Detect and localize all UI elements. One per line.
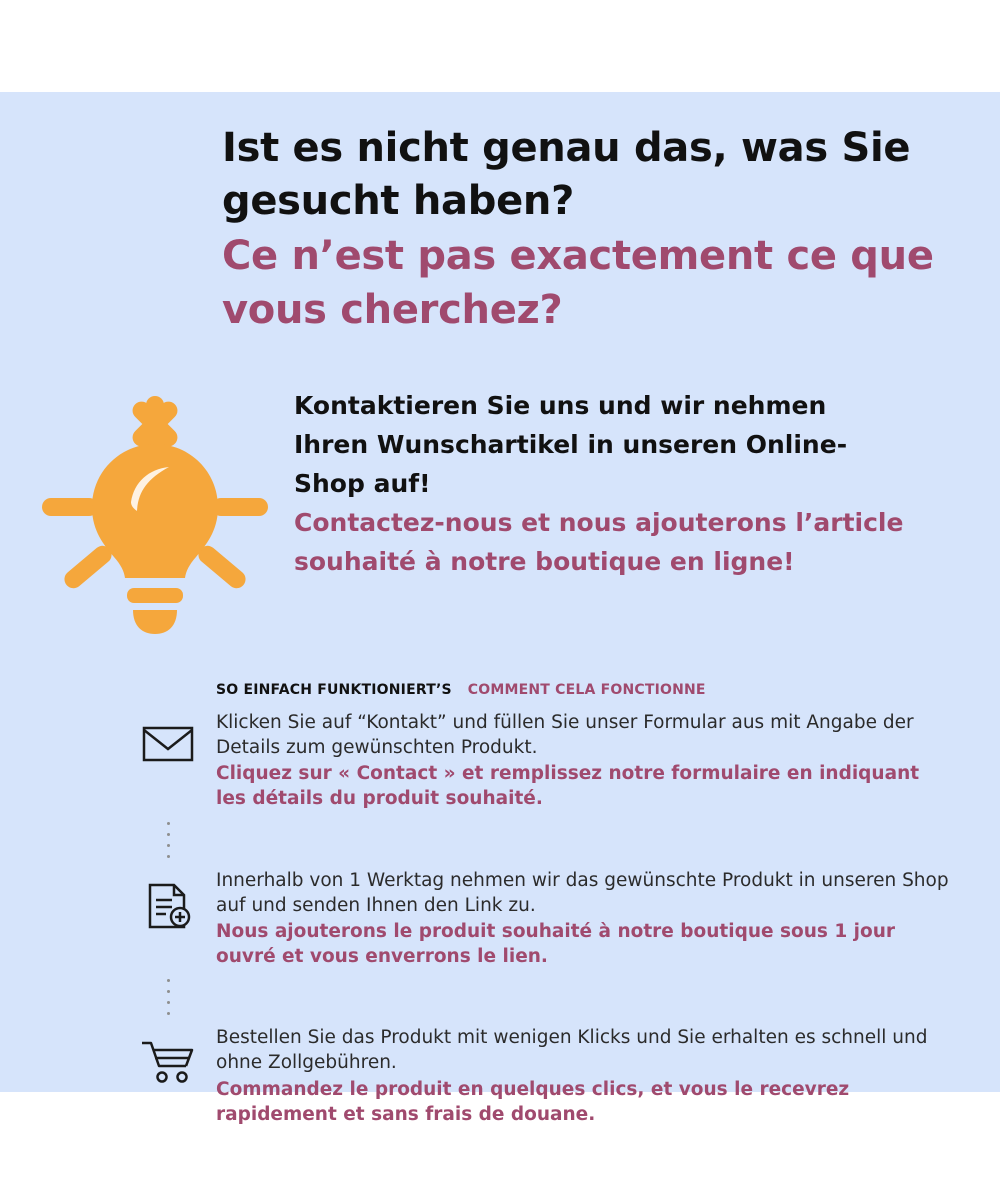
step-german: Bestellen Sie das Produkt mit wenigen Klicks und Sie erhalten es schnell und ohne Zollgebühren.	[216, 1027, 928, 1074]
step-french: Cliquez sur « Contact » et remplissez notre formulaire en indiquant les détails du produit souhaité.	[216, 763, 920, 810]
step-german: Klicken Sie auf “Kontakt” und füllen Sie unser Formular aus mit Angabe der Details zum gewünschten Produkt.	[216, 712, 914, 759]
intro-block	[294, 387, 904, 582]
intro-german: Kontaktieren Sie uns und wir nehmen Ihren Wunschartikel in unseren Online-Shop auf!	[294, 391, 848, 498]
headline-french: Ce n’est pas exactement ce que vous cherchez?	[222, 233, 934, 333]
step-french: Commandez le produit en quelques clics, et vous le recevrez rapidement et sans frais de douane.	[216, 1078, 850, 1125]
step-french: Nous ajouterons le produit souhaité à notre boutique sous 1 jour ouvré et vous enverrons le lien.	[216, 920, 895, 968]
list-item	[120, 1025, 950, 1127]
step-divider	[120, 969, 950, 1025]
headline-german: Ist es nicht genau das, was Sie gesucht haben?	[222, 125, 911, 225]
howto-heading	[216, 682, 706, 698]
step-divider	[120, 812, 950, 868]
list-item	[120, 868, 950, 970]
dotted-connector	[120, 969, 216, 1025]
step-text	[216, 710, 950, 812]
headline-block	[222, 122, 942, 337]
promo-banner	[0, 92, 1000, 1125]
howto-steps	[120, 710, 950, 1127]
step-german: Innerhalb von 1 Werktag nehmen wir das gewünschte Produkt in unseren Shop auf und senden Ihnen den Link zu.	[216, 869, 949, 916]
howto-title-french: COMMENT CELA FONCTIONNE	[467, 682, 706, 698]
dotted-connector	[120, 812, 216, 868]
document-add-icon	[120, 868, 216, 930]
howto-title-german: SO EINFACH FUNKTIONIERT’S	[216, 682, 452, 698]
shopping-cart-icon	[120, 1025, 216, 1083]
step-text	[216, 1025, 950, 1127]
intro-french: Contactez-nous et nous ajouterons l’article souhaité à notre boutique en ligne!	[294, 508, 904, 576]
step-text	[216, 868, 950, 970]
list-item	[120, 710, 950, 812]
envelope-icon	[120, 710, 216, 764]
lightbulb-icon	[30, 382, 280, 642]
